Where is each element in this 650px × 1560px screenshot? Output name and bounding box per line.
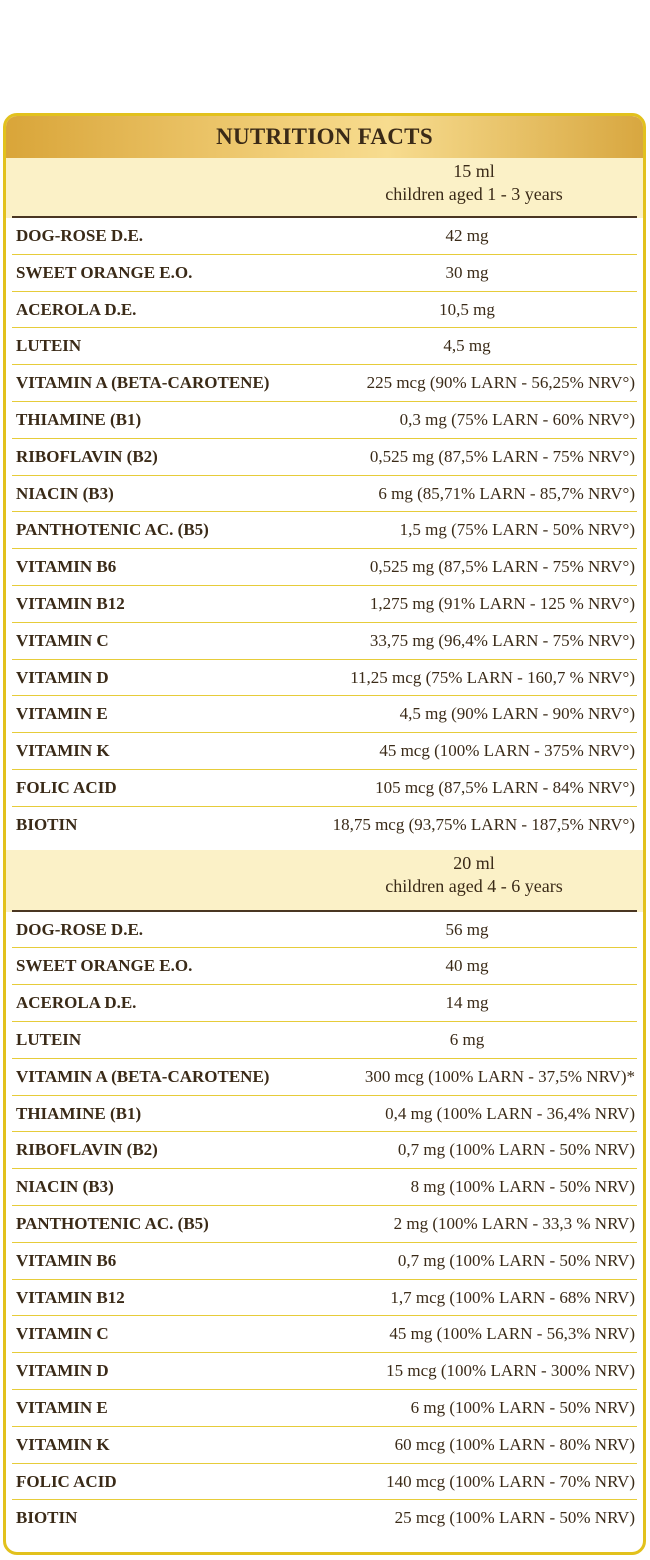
nutrient-amount: 1,275 mg (91% LARN - 125 % NRV°): [369, 593, 635, 613]
nutrient-name: LUTEIN: [16, 336, 82, 356]
nutrient-amount: 25 mcg (100% LARN - 50% NRV): [394, 1508, 635, 1528]
table-row: [12, 1243, 637, 1280]
table-row: [12, 1353, 637, 1390]
nutrient-name: FOLIC ACID: [16, 777, 117, 797]
nutrient-name: VITAMIN K: [16, 1434, 110, 1454]
nutrient-amount: 105 mcg (87,5% LARN - 84% NRV°): [375, 777, 635, 797]
nutrient-name: DOG-ROSE D.E.: [16, 226, 144, 245]
page-title: NUTRITION FACTS: [216, 124, 433, 149]
nutrient-table: [6, 218, 643, 844]
panel-header: [6, 116, 643, 158]
table-row: [12, 549, 637, 586]
table-row: [12, 1059, 637, 1096]
nutrient-amount: 1,5 mg (75% LARN - 50% NRV°): [399, 520, 635, 540]
nutrient-name: DOG-ROSE D.E.: [16, 919, 144, 939]
table-row: [12, 733, 637, 770]
table-row: [12, 218, 637, 255]
nutrient-name: LUTEIN: [16, 1029, 82, 1049]
nutrient-name: THIAMINE (B1): [16, 1103, 142, 1123]
nutrient-amount: 0,7 mg (100% LARN - 50% NRV): [397, 1140, 635, 1160]
nutrient-amount: 300 mcg (100% LARN - 37,5% NRV)*: [364, 1066, 635, 1086]
section-header: [6, 158, 643, 218]
nutrient-table: [6, 912, 643, 1538]
table-row: [12, 660, 637, 697]
nutrient-amount: 40 mg: [445, 956, 489, 976]
nutrient-name: VITAMIN K: [16, 741, 110, 761]
nutrient-name: NIACIN (B3): [16, 483, 114, 503]
table-row: [12, 1022, 637, 1059]
nutrient-name: VITAMIN D: [16, 1361, 109, 1381]
table-row: [12, 912, 637, 949]
table-row: [12, 328, 637, 365]
sections-container: [6, 158, 643, 1537]
age-group-label: children aged 4 - 6 years: [385, 875, 563, 896]
nutrient-amount: 140 mcg (100% LARN - 70% NRV): [386, 1471, 635, 1491]
nutrient-name: VITAMIN A (BETA-CAROTENE): [16, 1066, 270, 1086]
nutrient-name: VITAMIN D: [16, 667, 109, 687]
nutrient-amount: 42 mg: [445, 226, 489, 245]
nutrient-name: VITAMIN B6: [16, 1250, 117, 1270]
nutrient-name: VITAMIN B12: [16, 593, 125, 613]
nutrient-amount: 0,3 mg (75% LARN - 60% NRV°): [399, 409, 635, 429]
nutrient-amount: 45 mg (100% LARN - 56,3% NRV): [389, 1324, 635, 1344]
table-row: [12, 1206, 637, 1243]
nutrient-name: THIAMINE (B1): [16, 409, 142, 429]
nutrient-name: VITAMIN A (BETA-CAROTENE): [16, 373, 270, 393]
nutrient-name: ACEROLA D.E.: [16, 993, 137, 1013]
nutrient-amount: 0,7 mg (100% LARN - 50% NRV): [397, 1250, 635, 1270]
nutrient-amount: 60 mcg (100% LARN - 80% NRV): [394, 1434, 635, 1454]
nutrient-name: BIOTIN: [16, 814, 78, 834]
nutrition-facts-panel: [3, 113, 646, 1555]
nutrient-amount: 6 mg (100% LARN - 50% NRV): [410, 1397, 635, 1417]
table-row: [12, 1316, 637, 1353]
table-row: [12, 255, 637, 292]
nutrient-name: VITAMIN B6: [16, 557, 117, 577]
nutrient-name: FOLIC ACID: [16, 1471, 117, 1491]
nutrient-name: PANTHOTENIC AC. (B5): [16, 1213, 209, 1233]
table-row: [12, 1169, 637, 1206]
nutrient-name: RIBOFLAVIN (B2): [16, 1140, 158, 1160]
nutrient-amount: 11,25 mcg (75% LARN - 160,7 % NRV°): [350, 667, 635, 687]
section-header: [6, 850, 643, 912]
nutrient-amount: 4,5 mg (90% LARN - 90% NRV°): [399, 704, 635, 724]
nutrient-name: SWEET ORANGE E.O.: [16, 956, 193, 976]
table-row: [12, 1427, 637, 1464]
nutrient-amount: 1,7 mcg (100% LARN - 68% NRV): [390, 1287, 635, 1307]
table-row: [12, 439, 637, 476]
nutrient-amount: 0,525 mg (87,5% LARN - 75% NRV°): [369, 446, 635, 466]
nutrient-amount: 10,5 mg: [439, 299, 495, 319]
table-row: [12, 476, 637, 513]
nutrient-name: PANTHOTENIC AC. (B5): [16, 520, 209, 540]
nutrient-amount: 2 mg (100% LARN - 33,3 % NRV): [393, 1213, 635, 1233]
nutrient-amount: 18,75 mcg (93,75% LARN - 187,5% NRV°): [332, 814, 635, 834]
nutrient-name: ACEROLA D.E.: [16, 299, 137, 319]
nutrient-name: NIACIN (B3): [16, 1177, 114, 1197]
nutrient-amount: 4,5 mg: [443, 336, 491, 356]
nutrient-amount: 225 mcg (90% LARN - 56,25% NRV°): [366, 373, 635, 393]
nutrient-amount: 14 mg: [445, 993, 489, 1013]
table-row: [12, 770, 637, 807]
table-row: [12, 1500, 637, 1537]
nutrient-name: VITAMIN B12: [16, 1287, 125, 1307]
table-row: [12, 292, 637, 329]
table-row: [12, 948, 637, 985]
table-row: [12, 696, 637, 733]
table-row: [12, 586, 637, 623]
nutrient-amount: 56 mg: [445, 919, 489, 939]
table-row: [12, 402, 637, 439]
table-row: [12, 807, 637, 844]
table-row: [12, 512, 637, 549]
table-row: [12, 1390, 637, 1427]
table-row: [12, 1464, 637, 1501]
nutrient-name: SWEET ORANGE E.O.: [16, 262, 193, 282]
nutrient-amount: 8 mg (100% LARN - 50% NRV): [410, 1177, 635, 1197]
nutrient-name: VITAMIN E: [16, 1397, 108, 1417]
section-header-text: [274, 852, 646, 898]
nutrient-amount: 15 mcg (100% LARN - 300% NRV): [386, 1361, 635, 1381]
nutrient-name: RIBOFLAVIN (B2): [16, 446, 158, 466]
nutrient-amount: 45 mcg (100% LARN - 375% NRV°): [379, 741, 635, 761]
table-row: [12, 985, 637, 1022]
table-row: [12, 365, 637, 402]
table-row: [12, 1096, 637, 1133]
nutrient-amount: 0,4 mg (100% LARN - 36,4% NRV): [385, 1103, 635, 1123]
nutrient-name: BIOTIN: [16, 1508, 78, 1528]
section-header-text: [274, 160, 646, 206]
nutrient-amount: 6 mg: [449, 1029, 485, 1049]
nutrient-name: VITAMIN E: [16, 704, 108, 724]
age-group-label: children aged 1 - 3 years: [385, 184, 563, 204]
dose-label: 15 ml: [453, 161, 495, 181]
table-row: [12, 623, 637, 660]
nutrient-amount: 33,75 mg (96,4% LARN - 75% NRV°): [369, 630, 635, 650]
nutrient-amount: 0,525 mg (87,5% LARN - 75% NRV°): [369, 557, 635, 577]
dose-label: 20 ml: [453, 852, 495, 873]
nutrient-amount: 6 mg (85,71% LARN - 85,7% NRV°): [378, 483, 635, 503]
nutrient-name: VITAMIN C: [16, 630, 109, 650]
nutrient-amount: 30 mg: [445, 262, 489, 282]
table-row: [12, 1280, 637, 1317]
nutrient-name: VITAMIN C: [16, 1324, 109, 1344]
table-row: [12, 1132, 637, 1169]
